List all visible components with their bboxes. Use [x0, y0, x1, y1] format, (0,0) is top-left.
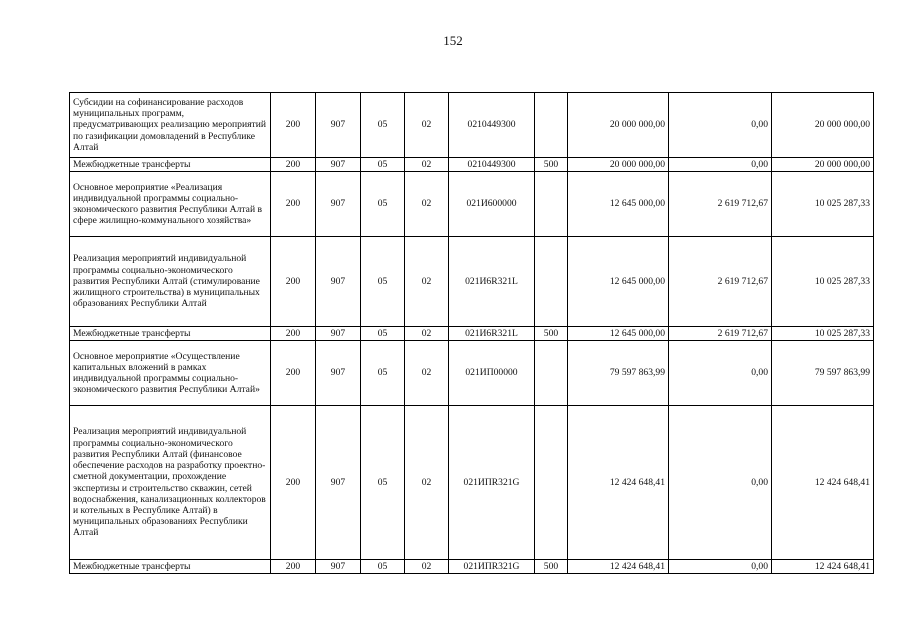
cell-code: 021ИПR321G: [449, 560, 535, 574]
cell-code: 021ИПR321G: [449, 406, 535, 560]
cell-code: 0210449300: [449, 158, 535, 172]
cell-sum2: 2 619 712,67: [669, 327, 772, 341]
row-name: Основное мероприятие «Осуществление капитальных вложений в рамках индивидуальной программы социально-экономического развития Республики Алтай»: [70, 341, 271, 406]
cell-col3: 05: [361, 158, 405, 172]
cell-sum3: 20 000 000,00: [772, 93, 874, 158]
cell-code: 021ИП00000: [449, 341, 535, 406]
cell-sum1: 12 645 000,00: [568, 327, 669, 341]
cell-code: 021И600000: [449, 172, 535, 237]
cell-col3: 05: [361, 172, 405, 237]
cell-sum2: 0,00: [669, 158, 772, 172]
cell-sum1: 12 424 648,41: [568, 406, 669, 560]
cell-code: 021И6R321L: [449, 327, 535, 341]
table-row: [70, 406, 874, 560]
cell-col4: 02: [405, 172, 449, 237]
cell-type: 500: [535, 327, 568, 341]
row-name: Реализация мероприятий индивидуальной программы социально-экономического развития Республики Алтай (стимулирование жилищного строительства) в муниципальных образованиях Республики Алтай: [70, 237, 271, 327]
cell-sum3: 20 000 000,00: [772, 158, 874, 172]
cell-col4: 02: [405, 158, 449, 172]
cell-sum3: 10 025 287,33: [772, 172, 874, 237]
cell-type: [535, 406, 568, 560]
cell-col2: 907: [316, 172, 361, 237]
budget-table: [69, 92, 874, 574]
cell-col1: 200: [271, 237, 316, 327]
cell-col3: 05: [361, 560, 405, 574]
cell-code: 021И6R321L: [449, 237, 535, 327]
cell-sum2: 0,00: [669, 406, 772, 560]
cell-sum2: 0,00: [669, 93, 772, 158]
row-name: Основное мероприятие «Реализация индивидуальной программы социально-экономического развития Республики Алтай в сфере жилищно-коммунального хозяйства»: [70, 172, 271, 237]
table-row: [70, 93, 874, 158]
cell-col1: 200: [271, 158, 316, 172]
row-name: Межбюджетные трансферты: [70, 560, 271, 574]
cell-sum1: 12 645 000,00: [568, 237, 669, 327]
cell-col1: 200: [271, 341, 316, 406]
cell-col4: 02: [405, 237, 449, 327]
cell-col2: 907: [316, 237, 361, 327]
cell-sum2: 2 619 712,67: [669, 172, 772, 237]
cell-sum2: 0,00: [669, 560, 772, 574]
cell-col1: 200: [271, 172, 316, 237]
cell-col4: 02: [405, 406, 449, 560]
table-row: [70, 560, 874, 574]
cell-col2: 907: [316, 341, 361, 406]
cell-col4: 02: [405, 93, 449, 158]
cell-type: [535, 237, 568, 327]
cell-sum2: 0,00: [669, 341, 772, 406]
cell-col2: 907: [316, 406, 361, 560]
row-name: Межбюджетные трансферты: [70, 327, 271, 341]
cell-col3: 05: [361, 406, 405, 560]
cell-sum1: 12 645 000,00: [568, 172, 669, 237]
cell-type: 500: [535, 560, 568, 574]
row-name: Реализация мероприятий индивидуальной программы социально-экономического развития Республики Алтай (финансовое обеспечение расходов на разработку проектно-сметной документации, прохождение экспертизы и строительство скважин, сетей водоснабжения, канализационных коллекторов и котельных в Республике Алтай) в муниципальных образованиях Республики Алтай: [70, 406, 271, 560]
cell-type: [535, 341, 568, 406]
cell-sum2: 2 619 712,67: [669, 237, 772, 327]
cell-col2: 907: [316, 158, 361, 172]
cell-col3: 05: [361, 327, 405, 341]
cell-type: [535, 93, 568, 158]
cell-type: [535, 172, 568, 237]
cell-sum1: 20 000 000,00: [568, 93, 669, 158]
cell-sum1: 20 000 000,00: [568, 158, 669, 172]
table-row: [70, 341, 874, 406]
cell-col4: 02: [405, 341, 449, 406]
page-number: 152: [443, 33, 463, 48]
table-row: [70, 172, 874, 237]
cell-col3: 05: [361, 93, 405, 158]
cell-sum3: 12 424 648,41: [772, 406, 874, 560]
cell-col1: 200: [271, 93, 316, 158]
cell-col2: 907: [316, 93, 361, 158]
cell-sum3: 79 597 863,99: [772, 341, 874, 406]
cell-col4: 02: [405, 560, 449, 574]
cell-col3: 05: [361, 341, 405, 406]
cell-col3: 05: [361, 237, 405, 327]
cell-sum3: 10 025 287,33: [772, 327, 874, 341]
table-row: [70, 237, 874, 327]
cell-col1: 200: [271, 560, 316, 574]
cell-col1: 200: [271, 406, 316, 560]
table-row: [70, 327, 874, 341]
cell-col4: 02: [405, 327, 449, 341]
cell-type: 500: [535, 158, 568, 172]
cell-sum3: 10 025 287,33: [772, 237, 874, 327]
cell-col1: 200: [271, 327, 316, 341]
cell-col2: 907: [316, 560, 361, 574]
cell-sum1: 12 424 648,41: [568, 560, 669, 574]
cell-col2: 907: [316, 327, 361, 341]
row-name: Межбюджетные трансферты: [70, 158, 271, 172]
cell-sum3: 12 424 648,41: [772, 560, 874, 574]
table-row: [70, 158, 874, 172]
cell-sum1: 79 597 863,99: [568, 341, 669, 406]
row-name: Субсидии на софинансирование расходов муниципальных программ, предусматривающих реализацию мероприятий по газификации домовладений в Республике Алтай: [70, 93, 271, 158]
cell-code: 0210449300: [449, 93, 535, 158]
